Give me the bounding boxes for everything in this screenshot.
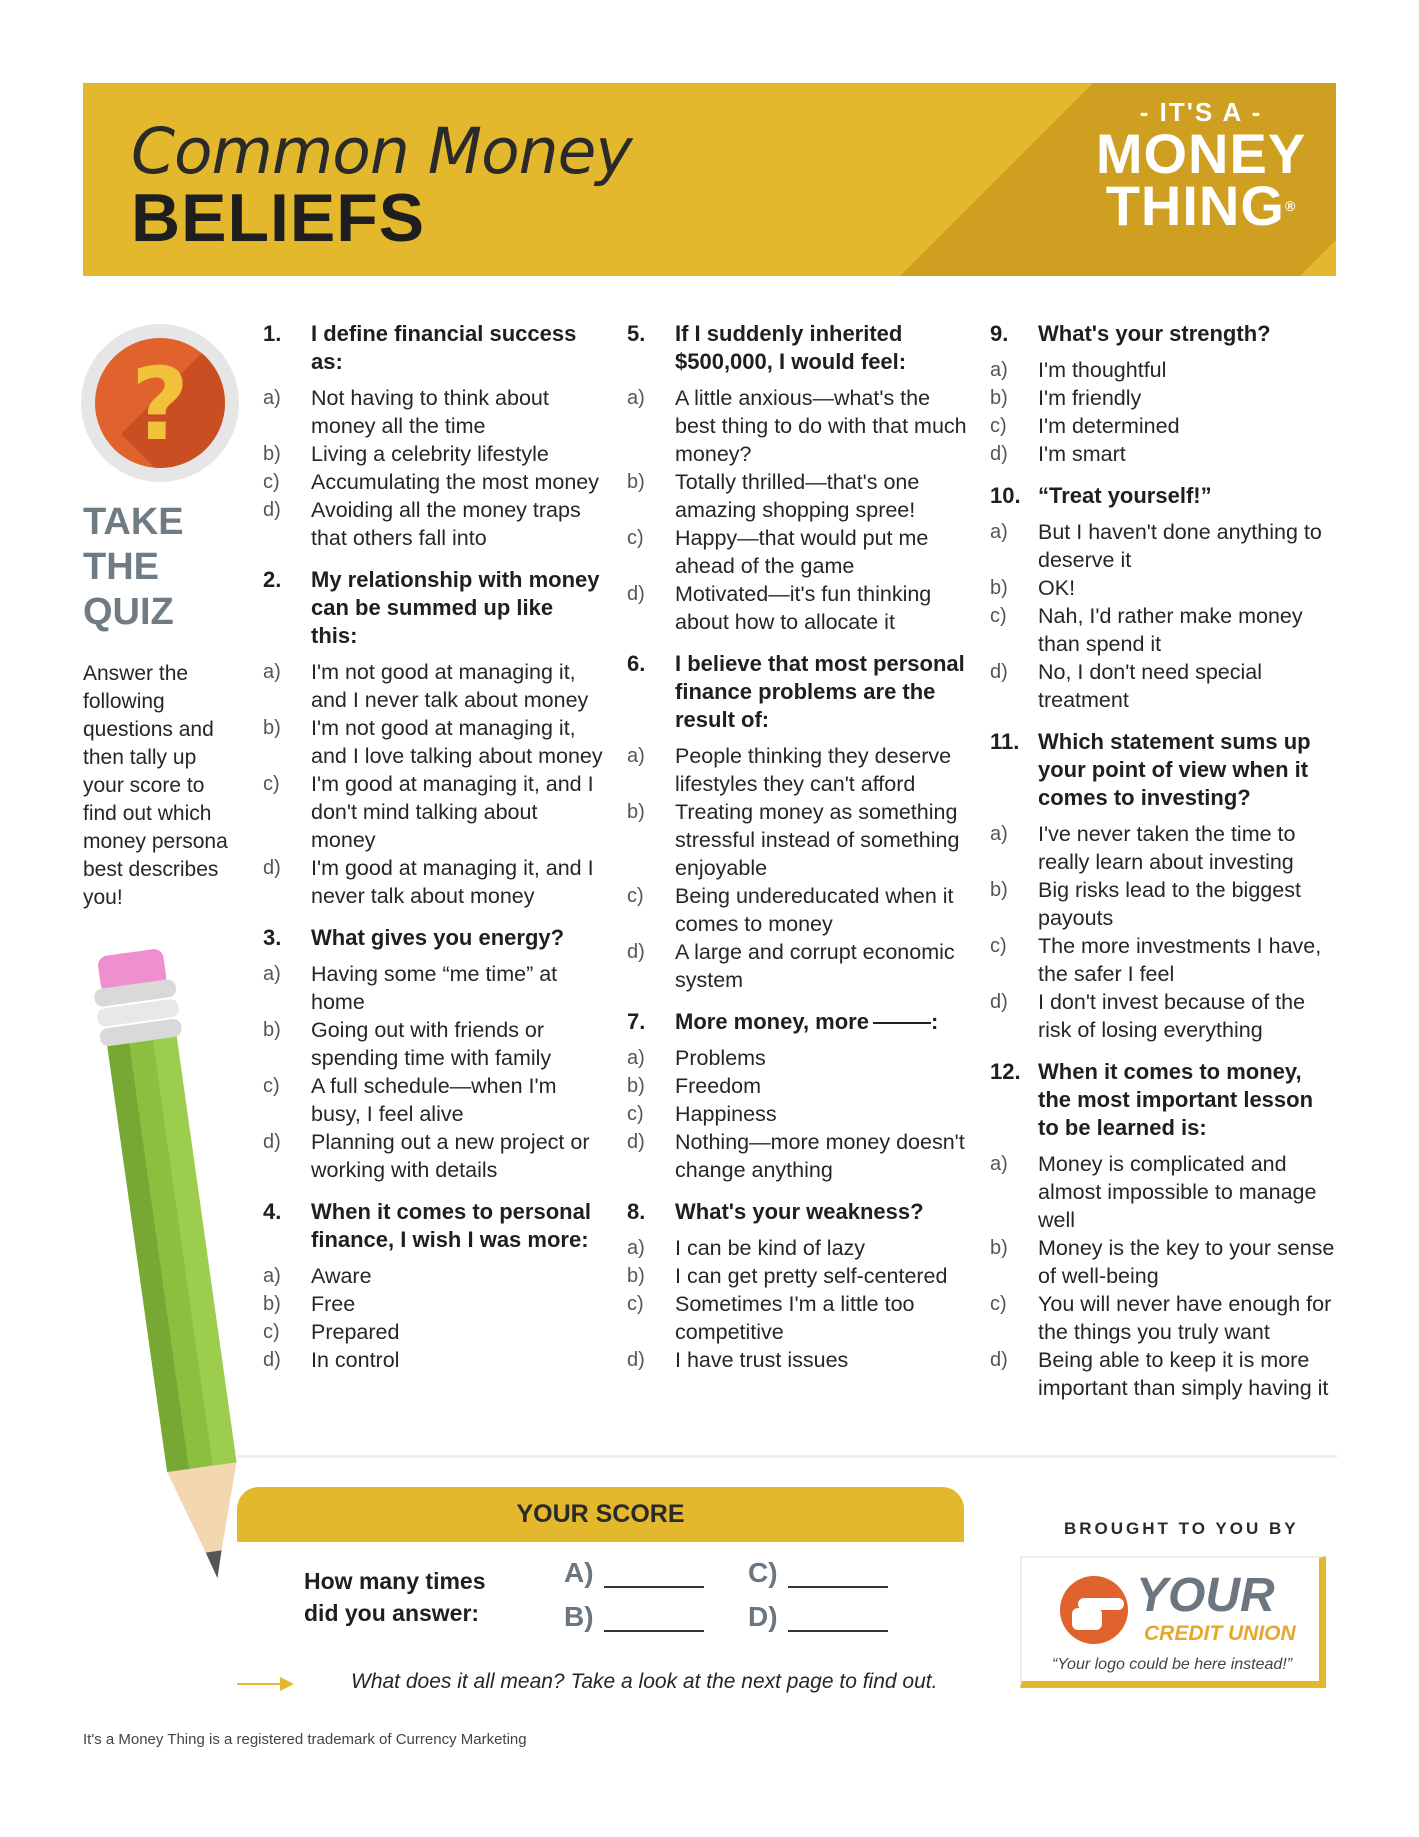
option-c[interactable] (627, 882, 969, 938)
option-text: I've never taken the time to really learn about investing (1038, 822, 1296, 874)
fill-in-blank (873, 1022, 931, 1024)
option-text: I have trust issues (675, 1348, 849, 1372)
arrow-right-icon (237, 1683, 283, 1685)
option-a[interactable] (263, 960, 605, 1016)
brand-logo-thing (1086, 174, 1316, 237)
question-2 (263, 566, 605, 910)
option-letter: b) (990, 577, 1008, 599)
question-10 (990, 482, 1336, 714)
option-text: Motivated—it's fun thinking about how to allocate it (675, 582, 932, 634)
question-text: My relationship with money can be summed up like this: (311, 567, 600, 648)
option-b[interactable] (627, 1072, 969, 1100)
question-number: 3. (263, 925, 282, 950)
option-text: I'm determined (1038, 414, 1180, 438)
next-page-hint: What does it all mean? Take a look at the next page to find out. (351, 1670, 938, 1693)
option-text: OK! (1038, 576, 1076, 600)
question-heading (990, 320, 1336, 348)
option-letter: c) (990, 935, 1007, 957)
option-b[interactable] (990, 1234, 1336, 1290)
header-banner (83, 83, 1336, 276)
option-letter: b) (627, 1075, 645, 1097)
option-d[interactable] (263, 1346, 605, 1374)
option-b[interactable] (263, 440, 605, 468)
option-text: Planning out a new project or working with details (311, 1130, 590, 1182)
option-letter: a) (990, 823, 1008, 845)
option-text: Being able to keep it is more important than simply having it (1038, 1348, 1329, 1400)
option-letter: d) (990, 1349, 1008, 1371)
option-text: I don't invest because of the risk of losing everything (1038, 990, 1306, 1042)
option-d[interactable] (627, 938, 969, 994)
option-text: I can be kind of lazy (675, 1236, 866, 1260)
questions-column-3 (990, 320, 1336, 1416)
option-text: I'm smart (1038, 442, 1126, 466)
option-text: Problems (675, 1046, 766, 1070)
option-letter: b) (990, 1237, 1008, 1259)
option-c[interactable] (263, 468, 605, 496)
brand-logo-top: - IT'S A - (1139, 97, 1263, 127)
score-d-blank[interactable] (788, 1630, 888, 1632)
option-b[interactable] (990, 384, 1336, 412)
option-c[interactable] (990, 1290, 1336, 1346)
option-text: I'm not good at managing it, and I never talk about money (311, 660, 589, 712)
question-text (675, 1008, 969, 1036)
option-text: Money is complicated and almost impossible to manage well (1038, 1152, 1317, 1232)
option-letter: d) (627, 583, 645, 605)
registered-mark: ® (1284, 198, 1297, 214)
option-text: I'm thoughtful (1038, 358, 1167, 382)
your-score-heading: YOUR SCORE (237, 1487, 964, 1542)
option-letter: d) (627, 941, 645, 963)
question-heading (627, 320, 969, 376)
questions-column-1 (263, 320, 605, 1388)
the-text: THE (83, 546, 159, 588)
question-heading (990, 482, 1336, 510)
option-a[interactable] (990, 518, 1336, 574)
question-text-suffix: : (930, 1009, 939, 1034)
question-1 (263, 320, 605, 552)
score-b-label: B) (564, 1601, 594, 1632)
question-number: 4. (263, 1199, 282, 1224)
option-text: Freedom (675, 1074, 762, 1098)
option-letter: d) (990, 443, 1008, 465)
brought-to-you-by: BROUGHT TO YOU BY (1064, 1519, 1299, 1538)
question-text: What gives you energy? (311, 925, 565, 950)
question-number: 6. (627, 651, 646, 676)
question-heading (263, 924, 605, 952)
option-letter: c) (627, 1293, 644, 1315)
brand-logo-money: MONEY (1095, 122, 1307, 185)
pointing-hand-icon (1060, 1576, 1128, 1644)
option-d[interactable] (263, 854, 605, 910)
score-d (748, 1601, 888, 1633)
option-text: Going out with friends or spending time with family (311, 1018, 552, 1070)
page-title-line1: Common Money (131, 115, 632, 188)
option-text: The more investments I have, the safer I feel (1038, 934, 1322, 986)
option-text: Living a celebrity lifestyle (311, 442, 549, 466)
question-number: 11. (990, 729, 1020, 754)
question-3 (263, 924, 605, 1184)
option-letter: c) (627, 1103, 644, 1125)
option-letter: b) (263, 1293, 281, 1315)
option-text: I'm friendly (1038, 386, 1142, 410)
option-a[interactable] (990, 356, 1336, 384)
score-b-blank[interactable] (604, 1630, 704, 1632)
option-a[interactable] (627, 1044, 969, 1072)
score-c (748, 1557, 888, 1589)
option-letter: a) (263, 661, 281, 683)
question-12 (990, 1058, 1336, 1402)
score-a-label: A) (564, 1557, 594, 1588)
option-letter: d) (263, 857, 281, 879)
option-d[interactable] (990, 440, 1336, 468)
option-a[interactable] (627, 384, 969, 468)
option-d[interactable] (990, 1346, 1336, 1402)
question-number: 10. (990, 483, 1021, 508)
questions-column-2 (627, 320, 969, 1388)
option-a[interactable] (627, 1234, 969, 1262)
option-text: Sometimes I'm a little too competitive (675, 1292, 915, 1344)
option-letter: b) (627, 1265, 645, 1287)
option-text: Being undereducated when it comes to money (675, 884, 954, 936)
score-c-blank[interactable] (788, 1586, 888, 1588)
sponsor-card (1020, 1556, 1326, 1688)
question-9 (990, 320, 1336, 468)
option-a[interactable] (627, 742, 969, 798)
trademark-notice: It's a Money Thing is a registered trademark of Currency Marketing (83, 1731, 527, 1748)
question-mark-glyph: ? (130, 346, 189, 463)
option-text: Big risks lead to the biggest payouts (1038, 878, 1301, 930)
option-text: A large and corrupt economic system (675, 940, 955, 992)
question-text: I define financial success as: (311, 321, 577, 374)
question-number: 12. (990, 1059, 1021, 1084)
option-c[interactable] (990, 932, 1336, 988)
quiz-text: QUIZ (83, 591, 174, 633)
arrow-head-icon (280, 1677, 294, 1691)
option-d[interactable] (263, 1128, 605, 1184)
option-letter: c) (263, 1075, 280, 1097)
option-c[interactable] (990, 602, 1336, 658)
option-b[interactable] (263, 1016, 605, 1072)
question-number: 7. (627, 1009, 646, 1034)
option-letter: a) (990, 1153, 1008, 1175)
option-text: I'm not good at managing it, and I love talking about money (311, 716, 603, 768)
question-text: When it comes to personal finance, I wish I was more: (311, 1199, 591, 1252)
option-letter: b) (627, 801, 645, 823)
option-text: You will never have enough for the things you truly want (1038, 1292, 1332, 1344)
page-title-line2: BELIEFS (131, 180, 426, 256)
option-b[interactable] (627, 468, 969, 524)
option-text: No, I don't need special treatment (1038, 660, 1263, 712)
option-letter: b) (990, 387, 1008, 409)
option-letter: a) (627, 387, 645, 409)
option-text: Happy—that would put me ahead of the game (675, 526, 929, 578)
question-heading (627, 1008, 969, 1036)
option-text: Happiness (675, 1102, 777, 1126)
option-text: Totally thrilled—that's one amazing shopping spree! (675, 470, 920, 522)
question-11 (990, 728, 1336, 1044)
option-d[interactable] (990, 658, 1336, 714)
option-letter: c) (627, 885, 644, 907)
option-letter: c) (990, 1293, 1007, 1315)
option-text: People thinking they deserve lifestyles they can't afford (675, 744, 952, 796)
option-letter: d) (627, 1131, 645, 1153)
option-text: In control (311, 1348, 400, 1372)
option-text: I can get pretty self-centered (675, 1264, 948, 1288)
question-number: 9. (990, 321, 1009, 346)
question-6 (627, 650, 969, 994)
option-text: A little anxious—what's the best thing to do with that much money? (675, 386, 967, 466)
option-letter: d) (263, 1131, 281, 1153)
pencil-tip (206, 1550, 226, 1579)
option-text: Avoiding all the money traps that others fall into (311, 498, 581, 550)
option-b[interactable] (627, 798, 969, 882)
option-c[interactable] (627, 1100, 969, 1128)
option-letter: c) (990, 415, 1007, 437)
option-c[interactable] (263, 770, 605, 854)
score-a (564, 1557, 704, 1589)
option-c[interactable] (627, 524, 969, 580)
question-number: 1. (263, 321, 282, 346)
question-text: What's your strength? (1038, 321, 1271, 346)
option-a[interactable] (263, 1262, 605, 1290)
option-letter: a) (263, 1265, 281, 1287)
option-text: Nothing—more money doesn't change anything (675, 1130, 965, 1182)
option-text: Free (311, 1292, 356, 1316)
option-letter: d) (990, 661, 1008, 683)
option-text: Having some “me time” at home (311, 962, 558, 1014)
question-text: “Treat yourself!” (1038, 483, 1212, 508)
option-text: A full schedule—when I'm busy, I feel alive (311, 1074, 557, 1126)
option-letter: b) (627, 471, 645, 493)
question-heading (627, 1198, 969, 1226)
option-text: Prepared (311, 1320, 400, 1344)
option-b[interactable] (990, 574, 1336, 602)
option-letter: d) (263, 1349, 281, 1371)
question-text: If I suddenly inherited $500,000, I would feel: (675, 321, 907, 374)
option-text: But I haven't done anything to deserve it (1038, 520, 1322, 572)
question-text-main: More money, more (675, 1009, 869, 1034)
option-text: I'm good at managing it, and I don't mind talking about money (311, 772, 594, 852)
option-letter: d) (990, 991, 1008, 1013)
option-c[interactable] (263, 1318, 605, 1346)
option-letter: a) (627, 1047, 645, 1069)
option-d[interactable] (627, 580, 969, 636)
sponsor-logo-credit-union: CREDIT UNION (1144, 1622, 1296, 1645)
option-letter: a) (990, 521, 1008, 543)
question-mark-icon (95, 338, 225, 468)
option-a[interactable] (990, 820, 1336, 876)
take-the-quiz-heading (83, 500, 184, 635)
option-letter: c) (627, 527, 644, 549)
question-text: I believe that most personal finance problems are the result of: (675, 651, 965, 732)
question-4 (263, 1198, 605, 1374)
score-b (564, 1601, 704, 1633)
option-letter: c) (990, 605, 1007, 627)
option-letter: a) (627, 745, 645, 767)
question-heading (263, 1198, 605, 1254)
question-text: When it comes to money, the most important lesson to be learned is: (1038, 1059, 1314, 1140)
score-question-line2: did you answer: (304, 1600, 480, 1626)
option-letter: c) (263, 471, 280, 493)
option-d[interactable] (627, 1346, 969, 1374)
score-c-label: C) (748, 1557, 778, 1588)
option-letter: b) (263, 443, 281, 465)
option-a[interactable] (990, 1150, 1336, 1234)
section-divider (237, 1455, 1337, 1458)
brand-logo-thing-text: THING (1105, 174, 1285, 237)
hand-palm (1072, 1608, 1102, 1630)
question-text: Which statement sums up your point of view when it comes to investing? (1038, 729, 1311, 810)
question-number: 2. (263, 567, 282, 592)
question-number: 8. (627, 1199, 646, 1224)
option-d[interactable] (627, 1128, 969, 1184)
sponsor-logo-your: YOUR (1136, 1569, 1275, 1622)
score-question (304, 1565, 504, 1629)
question-heading (990, 728, 1336, 812)
option-b[interactable] (263, 1290, 605, 1318)
option-text: Money is the key to your sense of well-being (1038, 1236, 1335, 1288)
option-c[interactable] (263, 1072, 605, 1128)
option-text: I'm good at managing it, and I never talk about money (311, 856, 594, 908)
option-c[interactable] (990, 412, 1336, 440)
option-letter: b) (263, 1019, 281, 1041)
question-text: What's your weakness? (675, 1199, 924, 1224)
option-letter: b) (990, 879, 1008, 901)
option-letter: c) (263, 773, 280, 795)
option-text: Treating money as something stressful instead of something enjoyable (675, 800, 960, 880)
option-letter: b) (263, 717, 281, 739)
brand-logo (1086, 97, 1316, 237)
option-a[interactable] (263, 384, 605, 440)
option-letter: a) (990, 359, 1008, 381)
score-question-line1: How many times (304, 1568, 486, 1594)
take-text: TAKE (83, 501, 184, 543)
score-d-label: D) (748, 1601, 778, 1632)
option-letter: d) (263, 499, 281, 521)
question-heading (263, 566, 605, 650)
option-c[interactable] (627, 1290, 969, 1346)
quiz-intro-text: Answer the following questions and then tally up your score to find out which money persona best describes you! (83, 662, 228, 909)
option-text: Nah, I'd rather make money than spend it (1038, 604, 1303, 656)
option-letter: d) (627, 1349, 645, 1371)
option-d[interactable] (990, 988, 1336, 1044)
question-heading (627, 650, 969, 734)
option-text: Not having to think about money all the time (311, 386, 549, 438)
option-b[interactable] (263, 714, 605, 770)
sponsor-note: “Your logo could be here instead!” (1051, 1656, 1293, 1673)
option-a[interactable] (263, 658, 605, 714)
option-letter: a) (627, 1237, 645, 1259)
option-d[interactable] (263, 496, 605, 552)
option-b[interactable] (990, 876, 1336, 932)
question-heading (990, 1058, 1336, 1142)
question-number: 5. (627, 321, 646, 346)
option-text: Aware (311, 1264, 372, 1288)
option-text: Accumulating the most money (311, 470, 599, 494)
option-letter: a) (263, 387, 281, 409)
question-8 (627, 1198, 969, 1374)
option-letter: c) (263, 1321, 280, 1343)
question-7 (627, 1008, 969, 1184)
option-b[interactable] (627, 1262, 969, 1290)
score-a-blank[interactable] (604, 1586, 704, 1588)
question-heading (263, 320, 605, 376)
question-5 (627, 320, 969, 636)
option-letter: a) (263, 963, 281, 985)
